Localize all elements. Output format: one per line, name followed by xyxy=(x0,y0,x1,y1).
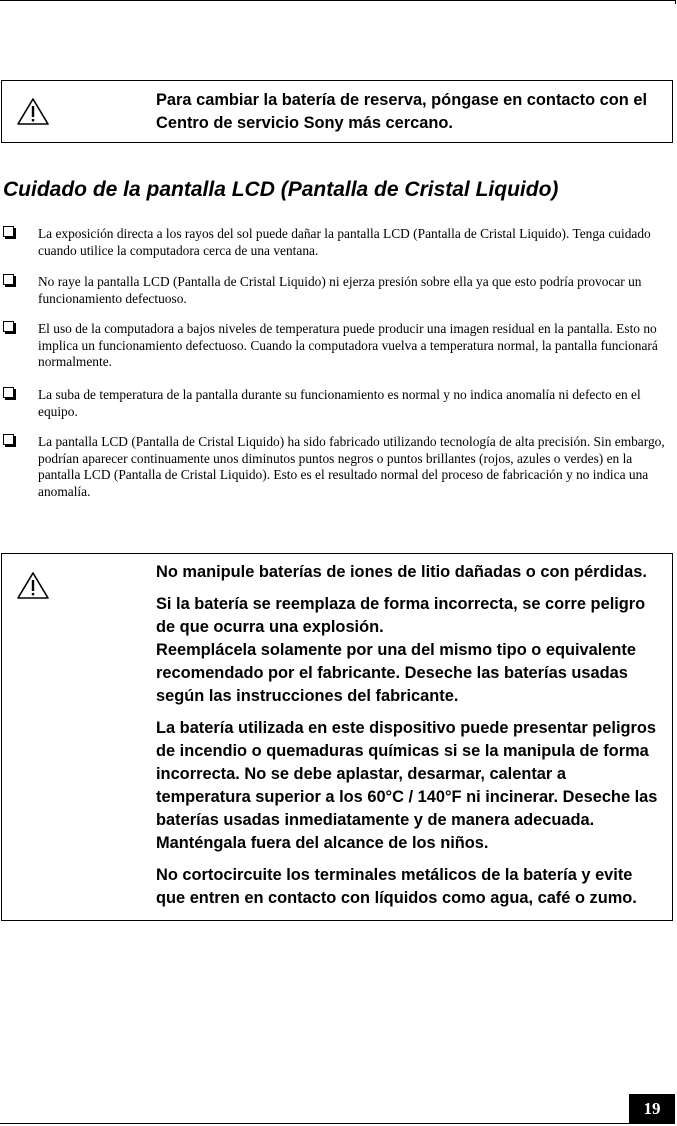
warning-sentence: Si la batería se reemplaza de forma incorrecta, se corre peligro de que ocurra una explosión. xyxy=(156,595,646,636)
checkbox-bullet-icon xyxy=(3,274,14,285)
list-item-text: La pantalla LCD (Pantalla de Cristal Liquido) ha sido fabricado utilizando tecnología de alta precisión. Sin embargo, podrían aparecer continuamente unos diminutos puntos negros o puntos brillantes (rojos, azules o verdes) en la pantalla LCD (Pantalla de Cristal Liquido). Esto es el resultado normal del proceso de fabricación y no indica una anomalía. xyxy=(38,434,665,499)
warning-text xyxy=(156,89,664,135)
warning-box-backup-battery xyxy=(1,80,673,143)
bottom-rule xyxy=(0,1123,675,1124)
warning-paragraph: Para cambiar la batería de reserva, póngase en contacto con el Centro de servicio Sony más cercano. xyxy=(156,91,648,132)
warning-paragraph: La batería utilizada en este dispositivo puede presentar peligros de incendio o quemaduras químicas si se la manipula de forma incorrecta. No se debe aplastar, desarmar, calentar a temperatura superior a los 60°C / 140°F ni incinerar. Deseche las baterías usadas inmediatamente y de manera adecuada. Manténgala fuera del alcance de los niños. xyxy=(156,719,658,852)
warning-box-lithium-battery xyxy=(1,553,673,921)
section-heading: Cuidado de la pantalla LCD (Pantalla de Cristal Liquido) xyxy=(3,178,559,201)
warning-triangle-icon xyxy=(16,570,50,600)
warning-paragraph: No manipule baterías de iones de litio dañadas o con pérdidas. xyxy=(156,563,647,581)
list-item-text: No raye la pantalla LCD (Pantalla de Cristal Liquido) ni ejerza presión sobre ella ya que esto podría provocar un funcionamiento defectuoso. xyxy=(38,274,642,306)
warning-paragraph: No cortocircuite los terminales metálicos de la batería y evite que entren en contacto con líquidos como agua, café o zumo. xyxy=(156,866,637,907)
warning-paragraph xyxy=(156,593,664,708)
page-number: 19 xyxy=(629,1094,675,1123)
warning-text xyxy=(156,561,664,910)
warning-triangle-icon xyxy=(16,96,50,126)
checkbox-bullet-icon xyxy=(3,321,14,332)
top-rule-tick xyxy=(675,0,676,4)
list-item-text: La suba de temperatura de la pantalla durante su funcionamiento es normal y no indica anomalía ni defecto en el equipo. xyxy=(38,387,641,419)
top-rule xyxy=(0,0,675,1)
warning-sentence: Reemplácela solamente por una del mismo tipo o equivalente recomendado por el fabricante. Deseche las baterías usadas según las instrucciones del fabricante. xyxy=(156,641,637,705)
list-item-text: La exposición directa a los rayos del sol puede dañar la pantalla LCD (Pantalla de Cristal Liquido). Tenga cuidado cuando utilice la computadora cerca de una ventana. xyxy=(38,226,651,258)
list-item-text: El uso de la computadora a bajos niveles de temperatura puede producir una imagen residual en la pantalla. Esto no implica un funcionamiento defectuoso. Cuando la computadora vuelva a temperatura normal, la pantalla funcionará normalmente. xyxy=(38,321,658,369)
checkbox-bullet-icon xyxy=(3,387,14,398)
checkbox-bullet-icon xyxy=(3,226,14,237)
checkbox-bullet-icon xyxy=(3,434,14,445)
